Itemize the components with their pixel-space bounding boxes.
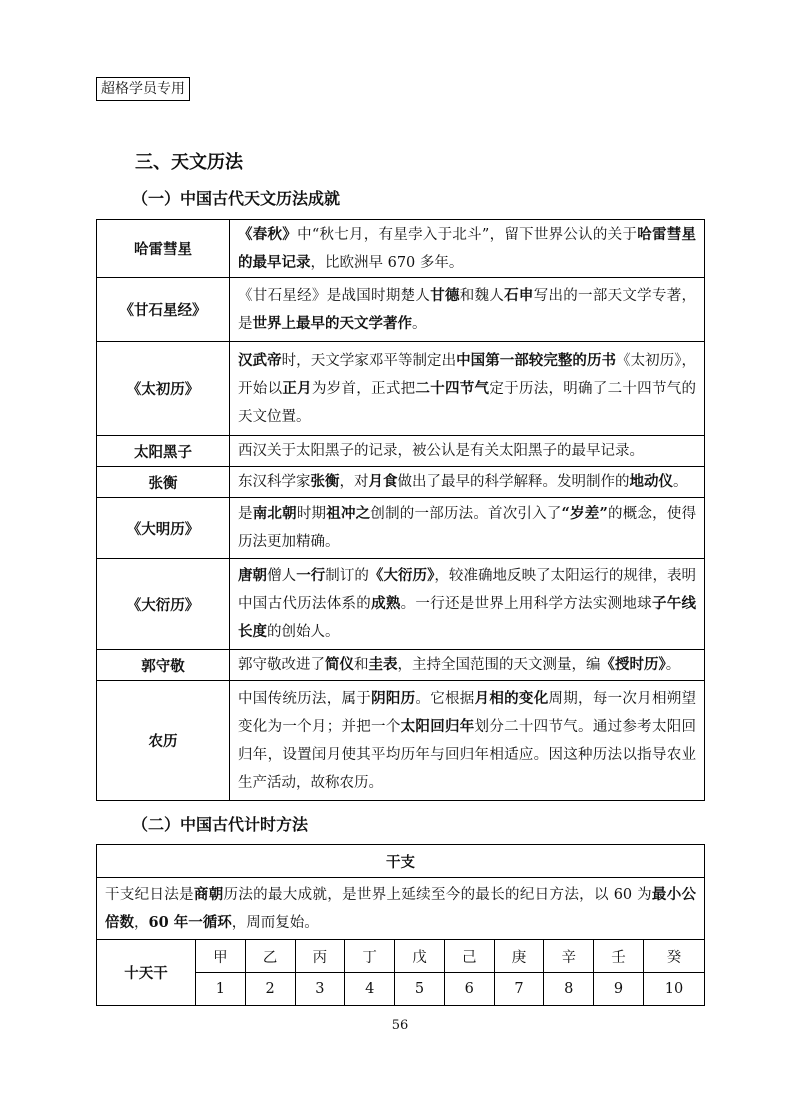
stem-number-cell: 3 [295, 973, 345, 1006]
row-content [230, 342, 705, 436]
text: 东汉科学家 [238, 474, 311, 490]
bold-text: 甘德 [430, 286, 460, 304]
stem-number-cell: 7 [494, 973, 544, 1006]
achievements-table [96, 219, 705, 801]
text: 中国传统历法，属于 [238, 690, 372, 707]
text: 是 [238, 506, 253, 522]
table-row [97, 940, 705, 973]
text: 干支纪日法是 [105, 886, 194, 903]
table-row [97, 467, 705, 498]
ganzhi-table [96, 844, 705, 1006]
stem-cell: 戊 [395, 940, 445, 973]
bold-text: 一行 [296, 567, 326, 584]
text: 《太初历》，开始以 [238, 352, 697, 397]
bold-text: “岁差” [561, 505, 608, 522]
text: 。 [673, 474, 688, 490]
table-row [97, 845, 705, 878]
bold-text: 圭表 [368, 656, 398, 673]
text: 中“秋七月，有星孛入于北斗”，留下世界公认的关于 [297, 226, 638, 243]
row-key: 《甘石星经》 [97, 278, 230, 342]
text: 时，天文学家邓平等制定出 [281, 352, 457, 369]
bold-text: 石申 [504, 286, 534, 304]
bold-text: 南北朝 [252, 505, 297, 522]
bold-text: 子午线长度 [238, 595, 697, 640]
bold-text: 商朝 [193, 885, 224, 903]
bold-text: 太阳回归年 [400, 717, 475, 735]
row-content [230, 220, 705, 278]
subsection-title-timekeeping: （二）中国古代计时方法 [132, 815, 309, 834]
text: 。 [665, 657, 681, 673]
stem-number-cell: 10 [643, 973, 704, 1006]
text: 《甘石星经》是战国时期楚人 [238, 287, 431, 304]
table-row [97, 436, 705, 467]
bold-text: 60 年一循环 [148, 913, 232, 931]
row-content [230, 498, 705, 559]
text: 定于历法，明确了二十四节气的天文位置。 [238, 380, 697, 425]
stem-number-cell: 4 [345, 973, 395, 1006]
table-row [97, 498, 705, 559]
table-row [97, 650, 705, 681]
row-key: 《大衍历》 [97, 559, 230, 650]
bold-text: 地动仪 [629, 473, 673, 490]
text: 时期 [296, 506, 327, 522]
stem-cell: 甲 [196, 940, 246, 973]
bold-text: 祖冲之 [326, 505, 371, 522]
ganzhi-title: 干支 [97, 845, 705, 878]
text: 。一行还是世界上用科学方法实测地球 [400, 596, 652, 612]
stem-cell: 乙 [245, 940, 295, 973]
exclusive-label: 超格学员专用 [96, 77, 190, 101]
section-title: 三、天文历法 [135, 152, 243, 173]
row-content [230, 436, 705, 467]
stem-number-cell: 2 [245, 973, 295, 1006]
stem-cell: 壬 [594, 940, 644, 973]
row-content [230, 278, 705, 342]
bold-text: 成熟 [371, 595, 401, 612]
table-row [97, 342, 705, 436]
table-row [97, 681, 705, 801]
row-key: 郭守敬 [97, 650, 230, 681]
ganzhi-description [97, 878, 705, 940]
table-row [97, 278, 705, 342]
row-key: 农历 [97, 681, 230, 801]
stem-cell: 辛 [544, 940, 594, 973]
text: 和 [354, 657, 369, 673]
row-key: 太阳黑子 [97, 436, 230, 467]
page-number: 56 [391, 1018, 409, 1033]
row-content [230, 559, 705, 650]
text: ，较准确地反映了太阳运行的规律，表明中国古代历法体系的 [238, 568, 697, 612]
text: 。 [412, 315, 427, 332]
stem-cell: 丁 [345, 940, 395, 973]
bold-text: 正月 [282, 379, 312, 397]
stem-number-cell: 9 [594, 973, 644, 1006]
stem-number-cell: 8 [544, 973, 594, 1006]
text: 写出的一部天文学专著，是 [238, 287, 697, 332]
row-content [230, 681, 705, 801]
bold-text: 张衡 [310, 473, 340, 490]
row-key: 《大明历》 [97, 498, 230, 559]
heavenly-stems-label: 十天干 [97, 940, 196, 1006]
row-key: 哈雷彗星 [97, 220, 230, 278]
text: ， [134, 914, 149, 931]
bold-text: 世界上最早的天文学著作 [252, 314, 412, 332]
table-row [97, 559, 705, 650]
text: ，周而复始。 [231, 914, 319, 931]
table-row [97, 220, 705, 278]
text: 郭守敬改进了 [238, 657, 325, 673]
table-row [97, 878, 705, 940]
row-key: 《太初历》 [97, 342, 230, 436]
bold-text: 阴阳历 [371, 689, 416, 707]
bold-text: 汉武帝 [238, 351, 282, 369]
bold-text: 简仪 [325, 656, 354, 673]
text: 周期，每一次月相朔望变化为一个月；并把一个 [238, 690, 697, 735]
text: 的创始人。 [267, 624, 340, 640]
bold-text: 月食 [368, 473, 398, 490]
row-content [230, 467, 705, 498]
bold-text: 二十四节气 [415, 379, 490, 397]
text: 。它根据 [415, 690, 475, 707]
stem-number-cell: 6 [444, 973, 494, 1006]
bold-text: 唐朝 [238, 567, 268, 584]
text: 划分二十四节气。通过参考太阳回归年，设置闰月使其平均历年与回归年相适应。因这种历法以指导农业生产活动，故称农历。 [238, 718, 697, 791]
text: 的概念，使得历法更加精确。 [238, 506, 697, 550]
stem-cell: 癸 [643, 940, 704, 973]
bold-text: 《大衍历》 [368, 567, 435, 584]
text: 为岁首，正式把 [311, 380, 416, 397]
bold-text: 最小公倍数 [105, 885, 697, 931]
stem-cell: 庚 [494, 940, 544, 973]
text: 创制的一部历法。首次引入了 [370, 506, 562, 522]
stem-number-cell: 1 [196, 973, 246, 1006]
bold-text: 《春秋》 [238, 225, 298, 243]
bold-text: 月相的变化 [474, 689, 549, 707]
stem-cell: 丙 [295, 940, 345, 973]
bold-text: 哈雷彗星的最早记录 [238, 225, 697, 271]
row-key: 张衡 [97, 467, 230, 498]
stem-number-cell: 5 [395, 973, 445, 1006]
text: ，主持全国范围的天文测量，编 [397, 657, 601, 673]
text: 和魏人 [459, 287, 505, 304]
text: ，比欧洲早 670 多年。 [310, 254, 464, 271]
subsection-title-achievements: （一）中国古代天文历法成就 [132, 189, 341, 208]
text: 历法的最大成就，是世界上延续至今的最长的纪日方法，以 60 为 [223, 886, 652, 903]
text: 西汉关于太阳黑子的记录，被公认是有关太阳黑子的最早记录。 [238, 443, 644, 459]
text: 做出了最早的科学解释。发明制作的 [397, 474, 630, 490]
text: 僧人 [267, 568, 297, 584]
bold-text: 《授时历》 [600, 656, 666, 673]
row-content [230, 650, 705, 681]
stem-cell: 己 [444, 940, 494, 973]
text: 制订的 [325, 568, 369, 584]
bold-text: 中国第一部较完整的历书 [456, 351, 617, 369]
text: ，对 [339, 474, 369, 490]
